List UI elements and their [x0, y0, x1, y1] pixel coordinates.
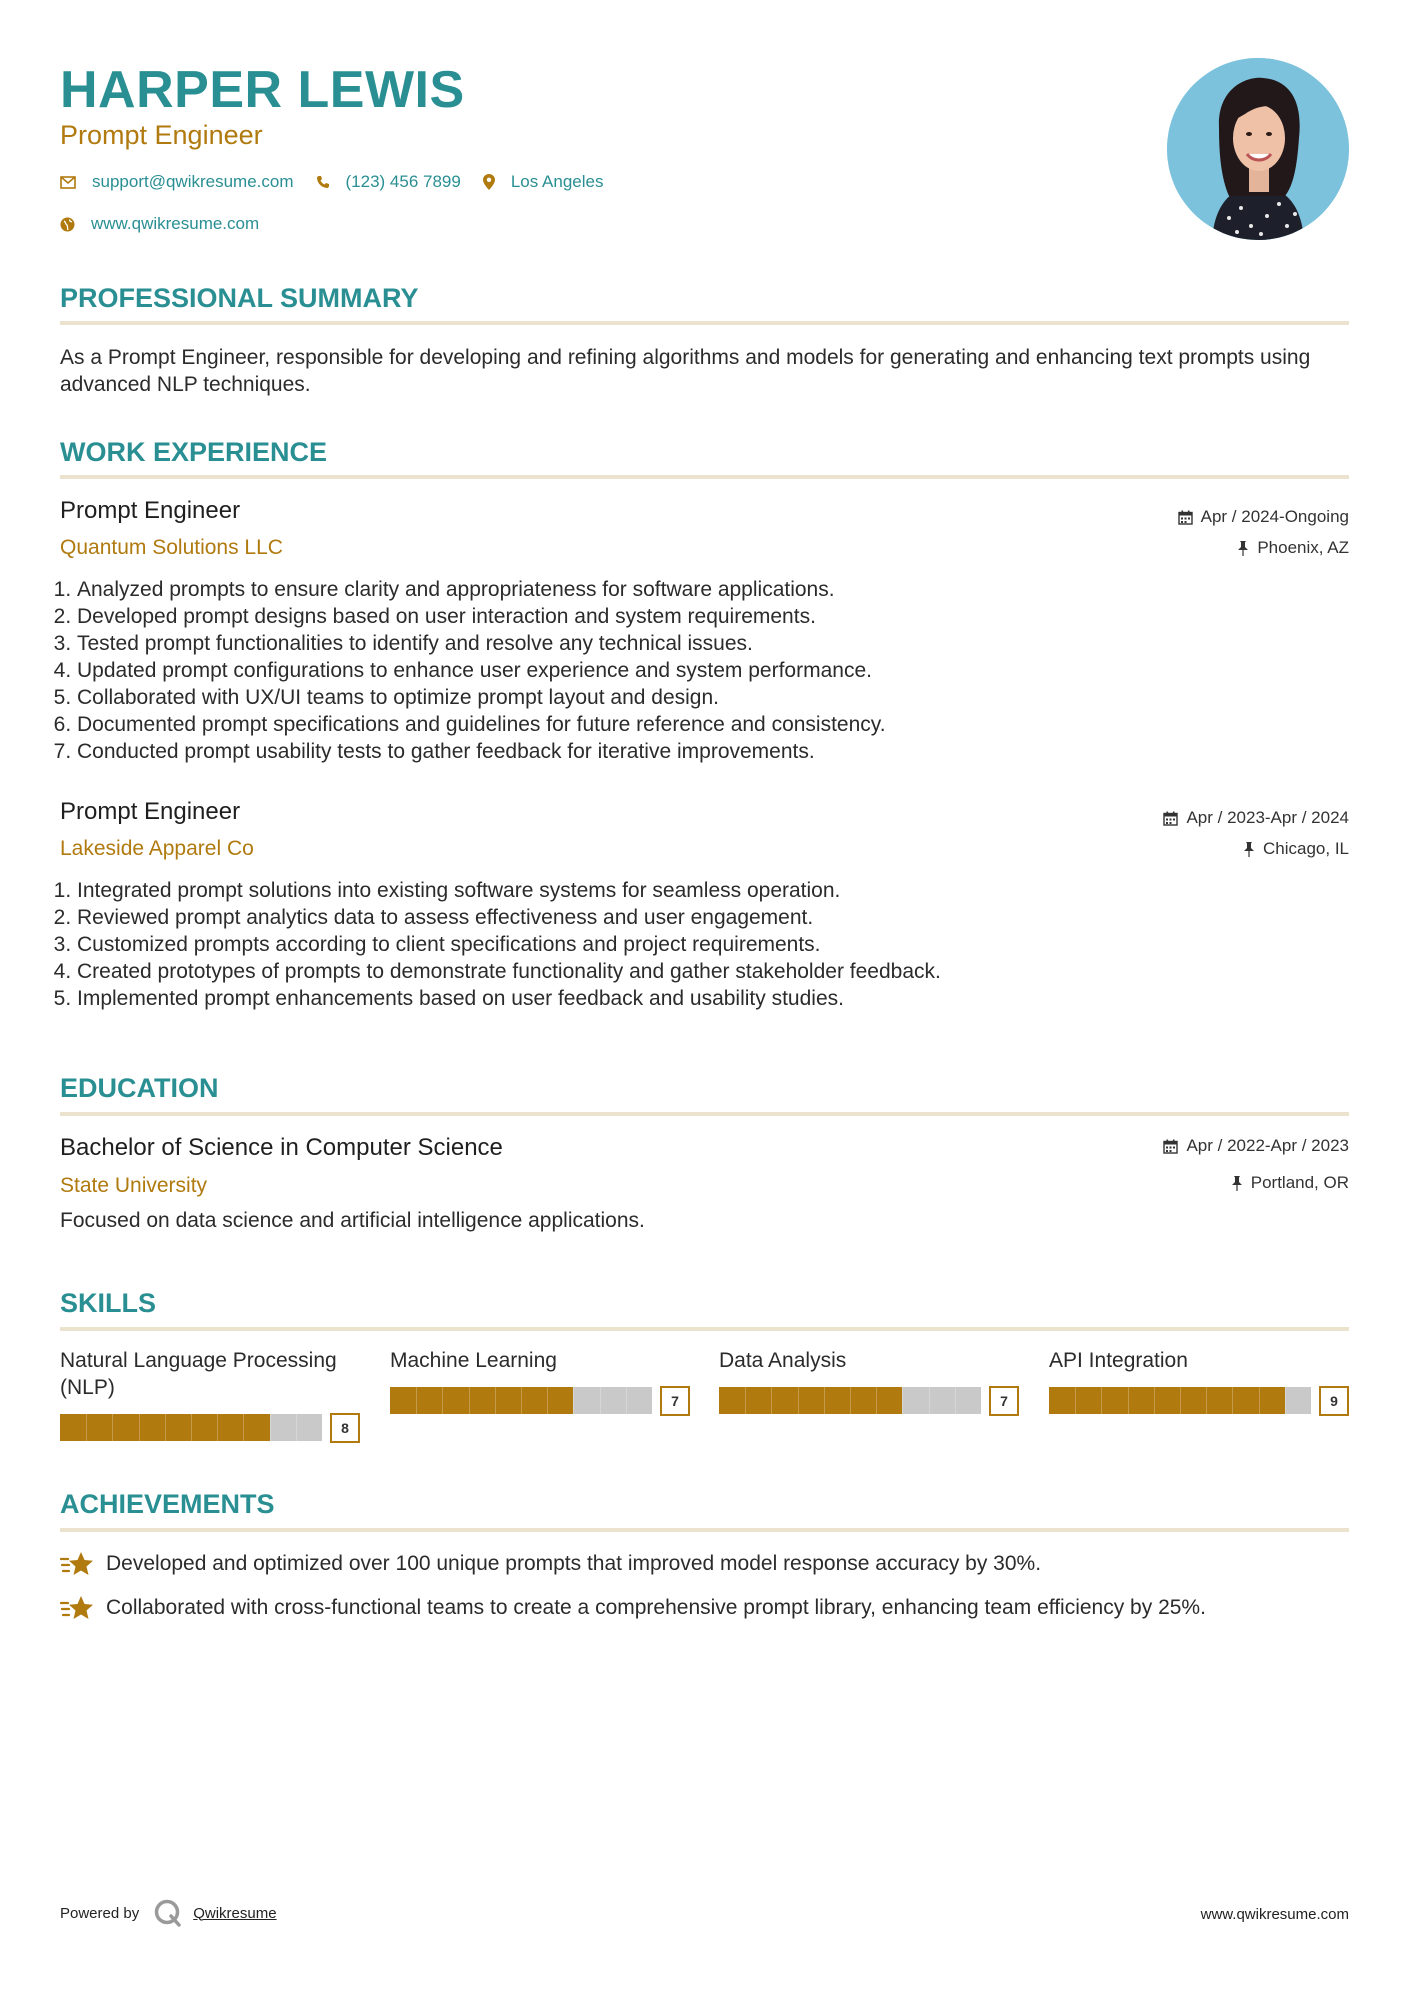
skill-bar-segment	[191, 1414, 192, 1441]
candidate-role: Prompt Engineer	[60, 120, 263, 150]
skill-bar-segment	[955, 1387, 956, 1414]
skill-bar-segment	[1101, 1387, 1102, 1414]
skill-bar-segment	[798, 1387, 799, 1414]
education-description: Focused on data science and artificial intelligence applications.	[60, 1209, 645, 1232]
contact-phone[interactable]	[316, 172, 461, 192]
skill-bar-track	[1049, 1387, 1311, 1414]
education-location-text: Portland, OR	[1250, 1173, 1349, 1192]
skill-level-bar	[1049, 1386, 1349, 1414]
list-item: 7. Conducted prompt usability tests to gather feedback for iterative improvements.	[77, 738, 1347, 765]
summary-text: As a Prompt Engineer, responsible for developing and refining algorithms and models for generating and enhancing text prompts using advanced NLP techniques.	[60, 346, 1311, 396]
calendar-icon	[1178, 510, 1193, 525]
brand-link[interactable]: Qwikresume	[193, 1904, 277, 1922]
achievements-heading: ACHIEVEMENTS	[60, 1489, 275, 1519]
globe-icon	[60, 217, 75, 232]
skill-item	[719, 1347, 1019, 1409]
job-title: Prompt Engineer	[60, 798, 241, 825]
section-divider	[60, 475, 1349, 479]
achievement-text: Developed and optimized over 100 unique prompts that improved model response accuracy by 30%.	[106, 1552, 1042, 1575]
list-item: 6. Documented prompt specifications and guidelines for future reference and consistency.	[77, 711, 1347, 738]
contact-row	[60, 172, 625, 192]
skill-bar-segment	[270, 1414, 271, 1441]
skill-bar-segment	[112, 1414, 113, 1441]
map-pin-icon	[483, 174, 495, 190]
website-text: www.qwikresume.com	[91, 214, 260, 233]
skill-name: Natural Language Processing (NLP)	[60, 1349, 337, 1399]
skill-bar-segment	[1206, 1387, 1207, 1414]
skill-bar-segment	[217, 1414, 218, 1441]
skill-level-bar	[719, 1386, 1019, 1414]
education-degree: Bachelor of Science in Computer Science	[60, 1134, 503, 1161]
footer-url[interactable]: www.qwikresume.com	[1200, 1906, 1349, 1923]
list-item: 5. Collaborated with UX/UI teams to optimize prompt layout and design.	[77, 684, 1347, 711]
job-location-text: Phoenix, AZ	[1257, 538, 1349, 557]
skill-bar-segment	[929, 1387, 930, 1414]
skill-bar-segment	[243, 1414, 244, 1441]
email-text: support@qwikresume.com	[92, 172, 294, 191]
skill-bar-segment	[745, 1387, 746, 1414]
star-icon	[60, 1550, 94, 1578]
skill-bar-segment	[902, 1387, 903, 1414]
list-item: 3. Customized prompts according to client specifications and project requirements.	[77, 931, 1347, 958]
skill-name: API Integration	[1049, 1349, 1188, 1372]
skill-bar-segment	[1232, 1387, 1233, 1414]
skill-bar-segment	[1259, 1387, 1260, 1414]
skill-level-number: 7	[660, 1386, 690, 1416]
footer-powered-by	[60, 1898, 277, 1928]
website-row	[60, 214, 281, 234]
skill-bar-segment	[86, 1414, 87, 1441]
contact-email[interactable]	[60, 172, 294, 192]
envelope-icon	[60, 176, 76, 189]
skill-bar-track	[60, 1414, 322, 1441]
pushpin-icon	[1237, 541, 1249, 556]
list-item: 3. Tested prompt functionalities to identify and resolve any technical issues.	[77, 630, 1347, 657]
education-location	[1231, 1172, 1349, 1194]
summary-heading: PROFESSIONAL SUMMARY	[60, 283, 419, 313]
skill-bar-fill	[719, 1387, 902, 1414]
achievement-item	[60, 1550, 1041, 1578]
skill-bar-segment	[1075, 1387, 1076, 1414]
skill-bar-fill	[390, 1387, 573, 1414]
skill-bar-track	[719, 1387, 981, 1414]
education-school: State University	[60, 1174, 208, 1197]
experience-heading: WORK EXPERIENCE	[60, 437, 328, 467]
skill-bar-segment	[1285, 1387, 1286, 1414]
job-dates	[1178, 506, 1349, 528]
education-dates	[1163, 1135, 1349, 1157]
list-item: 4. Updated prompt configurations to enhance user experience and system performance.	[77, 657, 1347, 684]
contact-website[interactable]	[60, 214, 259, 234]
skill-bar-segment	[442, 1387, 443, 1414]
list-item: 2. Developed prompt designs based on user interaction and system requirements.	[77, 603, 1347, 630]
portrait-illustration	[1167, 58, 1349, 240]
skill-item	[390, 1347, 690, 1409]
skill-level-number: 8	[330, 1413, 360, 1443]
resume-page	[60, 0, 1349, 1990]
job-dates-text: Apr / 2023-Apr / 2024	[1186, 808, 1349, 827]
job-location	[1237, 537, 1349, 559]
job-location-text: Chicago, IL	[1263, 839, 1349, 858]
calendar-icon	[1163, 811, 1178, 826]
pushpin-icon	[1231, 1176, 1243, 1191]
job-company: Quantum Solutions LLC	[60, 536, 283, 559]
section-divider	[60, 321, 1349, 325]
list-item: 5. Implemented prompt enhancements based on user feedback and usability studies.	[77, 985, 1347, 1012]
skill-bar-segment	[165, 1414, 166, 1441]
skill-bar-segment	[1128, 1387, 1129, 1414]
skill-name: Machine Learning	[390, 1349, 557, 1372]
pushpin-icon	[1243, 842, 1255, 857]
skill-item	[1049, 1347, 1349, 1409]
candidate-name: HARPER LEWIS	[60, 61, 465, 119]
skills-heading: SKILLS	[60, 1288, 157, 1318]
job-dates-text: Apr / 2024-Ongoing	[1200, 507, 1349, 526]
list-item: 1. Integrated prompt solutions into existing software systems for seamless operation.	[77, 877, 1347, 904]
skill-bar-track	[390, 1387, 652, 1414]
section-divider	[60, 1528, 1349, 1532]
skill-bar-segment	[600, 1387, 601, 1414]
qwikresume-logo-icon	[153, 1898, 183, 1928]
skill-level-number: 9	[1319, 1386, 1349, 1416]
location-text: Los Angeles	[510, 172, 604, 191]
education-dates-text: Apr / 2022-Apr / 2023	[1186, 1136, 1349, 1155]
achievement-item	[60, 1594, 1206, 1622]
skill-bar-segment	[1154, 1387, 1155, 1414]
skill-item	[60, 1347, 360, 1436]
education-heading: EDUCATION	[60, 1073, 219, 1103]
skill-bar-segment	[573, 1387, 574, 1414]
job-location	[1243, 838, 1349, 860]
skill-bar-segment	[824, 1387, 825, 1414]
contact-location	[483, 172, 604, 192]
skill-level-bar	[390, 1386, 690, 1414]
list-item: 2. Reviewed prompt analytics data to assess effectiveness and user engagement.	[77, 904, 1347, 931]
phone-text: (123) 456 7899	[345, 172, 461, 191]
section-divider	[60, 1327, 1349, 1331]
job-dates	[1163, 807, 1349, 829]
skill-bar-segment	[416, 1387, 417, 1414]
skill-bar-segment	[1180, 1387, 1181, 1414]
calendar-icon	[1163, 1139, 1178, 1154]
skill-bar-segment	[850, 1387, 851, 1414]
phone-icon	[316, 175, 330, 189]
achievement-text: Collaborated with cross-functional teams to create a comprehensive prompt library, enhancing team efficiency by 25%.	[106, 1596, 1206, 1619]
skill-bar-segment	[876, 1387, 877, 1414]
skill-bar-segment	[547, 1387, 548, 1414]
list-item: 4. Created prototypes of prompts to demonstrate functionality and gather stakeholder feedback.	[77, 958, 1347, 985]
job-duties-list	[60, 877, 1347, 1012]
skill-bar-segment	[495, 1387, 496, 1414]
skill-bar-segment	[469, 1387, 470, 1414]
skill-bar-segment	[626, 1387, 627, 1414]
job-duties-list	[60, 576, 1347, 765]
powered-by-label: Powered by	[60, 1904, 140, 1922]
skill-name: Data Analysis	[719, 1349, 847, 1372]
skill-level-bar	[60, 1413, 360, 1441]
section-divider	[60, 1112, 1349, 1116]
skill-bar-segment	[521, 1387, 522, 1414]
skill-bar-segment	[139, 1414, 140, 1441]
skill-bar-segment	[296, 1414, 297, 1441]
profile-photo	[1167, 58, 1349, 240]
skill-level-number: 7	[989, 1386, 1019, 1416]
skill-bar-fill	[1049, 1387, 1285, 1414]
skill-bar-segment	[771, 1387, 772, 1414]
list-item: 1. Analyzed prompts to ensure clarity and appropriateness for software applications.	[77, 576, 1347, 603]
job-title: Prompt Engineer	[60, 497, 241, 524]
star-icon	[60, 1594, 94, 1622]
job-company: Lakeside Apparel Co	[60, 837, 254, 860]
